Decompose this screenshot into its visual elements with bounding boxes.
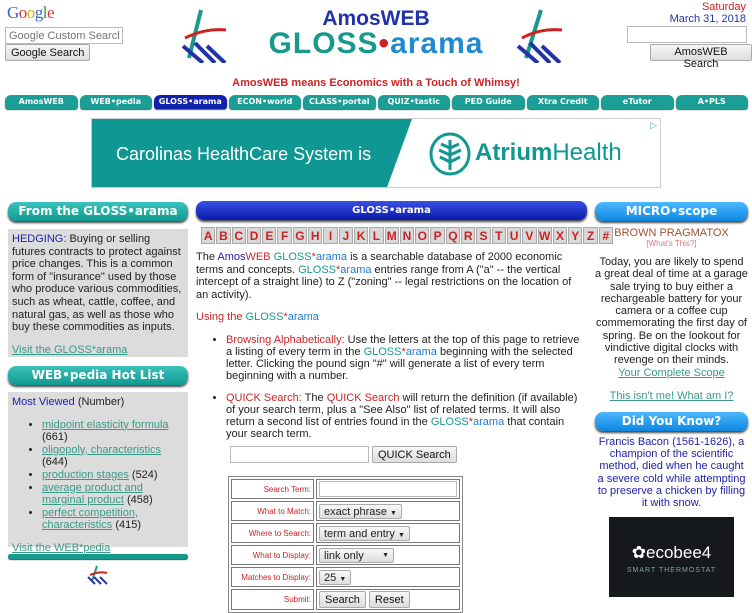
atrium-tree-icon bbox=[429, 132, 471, 176]
matches-to-display-label: Matches to Display: bbox=[231, 567, 314, 587]
logo-arama: arama bbox=[390, 27, 484, 60]
where-to-search-select[interactable]: term and entry ▼ bbox=[319, 526, 410, 541]
list-item bbox=[42, 507, 184, 532]
dropdown-arrow-icon: ▼ bbox=[382, 551, 389, 559]
letter-g[interactable]: G bbox=[293, 227, 307, 244]
logo-dot: • bbox=[378, 27, 391, 60]
term-name: HEDGING: bbox=[12, 233, 67, 245]
letter-l[interactable]: L bbox=[369, 227, 383, 244]
site-search-input[interactable] bbox=[627, 26, 747, 43]
hot-item-link[interactable]: oligopoly, characteristics bbox=[42, 443, 162, 456]
ecobee-sub: SMART THERMOSTAT bbox=[626, 567, 717, 575]
nav-ped-guide[interactable]: PED Guide bbox=[452, 95, 525, 109]
amosweb-small-logo-icon bbox=[87, 565, 109, 585]
nav-amosweb[interactable]: AmosWEB bbox=[5, 95, 78, 109]
submit-label: Submit: bbox=[231, 589, 314, 610]
quick-item: • QUICK Search: The QUICK Search will return the definition (if available) of your search term, plus a "See Also" list of related terms. It will also return a second list of entries found in the GLOSS*arama that contain your search term. bbox=[226, 392, 586, 440]
letter-x[interactable]: X bbox=[553, 227, 567, 244]
letter-c[interactable]: C bbox=[232, 227, 246, 244]
search-button[interactable]: Search bbox=[319, 591, 366, 608]
what-to-display-select[interactable]: link only ▼ bbox=[319, 548, 394, 563]
visit-webpedia-link[interactable]: Visit the WEB*pedia bbox=[12, 541, 111, 554]
nav-webpedia[interactable]: WEB•pedia bbox=[80, 95, 153, 109]
day-label: Saturday bbox=[701, 1, 746, 13]
main-nav bbox=[5, 95, 748, 109]
search-term-label: Search Term: bbox=[231, 479, 314, 499]
google-logo: Google bbox=[7, 3, 55, 22]
ecobee-brand: ✿ecobee4 bbox=[631, 543, 712, 563]
logo-gloss: GLOSS bbox=[268, 27, 379, 60]
number-label: (Number) bbox=[74, 396, 125, 408]
visit-gloss-link[interactable]: Visit the GLOSS*arama bbox=[12, 343, 128, 356]
nav-quiztastic[interactable]: QUIZ•tastic bbox=[378, 95, 451, 109]
advanced-search-form bbox=[228, 476, 463, 613]
where-to-search-label: Where to Search: bbox=[231, 523, 314, 543]
adchoices-icon[interactable]: ▷ bbox=[650, 120, 657, 130]
did-you-know-text: Francis Bacon (1561-1626), a champion of the scientific method, died when he caught a severe cold while attempting to preserve a chicken by filling it with snow. bbox=[597, 435, 746, 510]
letter-u[interactable]: U bbox=[507, 227, 521, 244]
tagline: AmosWEB means Economics with a Touch of Whimsy! bbox=[232, 77, 520, 89]
letter-k[interactable]: K bbox=[354, 227, 368, 244]
what-to-match-label: What to Match: bbox=[231, 501, 314, 521]
list-item bbox=[42, 444, 184, 469]
search-term-input[interactable] bbox=[319, 481, 457, 497]
did-you-know-header: Did You Know? bbox=[595, 412, 748, 431]
complete-scope-link[interactable]: Your Complete Scope bbox=[618, 366, 725, 379]
hotlist-header: WEB•pedia Hot List bbox=[8, 366, 188, 385]
dropdown-arrow-icon: ▼ bbox=[390, 509, 397, 517]
left-divider bbox=[8, 554, 188, 559]
letter-s[interactable]: S bbox=[476, 227, 490, 244]
intro-paragraph: The AmosWEB GLOSS*arama is a searchable database of 2000 economic terms and concepts. GLOSS*arama entries range from A ("a" -- the vertical intercept of a straight line) to Z ("zoning" -- legal restrictions on the location of an activity). bbox=[196, 251, 572, 301]
atrium-health-ad[interactable] bbox=[91, 118, 661, 188]
letter-n[interactable]: N bbox=[400, 227, 414, 244]
letter-j[interactable]: J bbox=[339, 227, 353, 244]
browse-item: • Browsing Alphabetically: Use the letters at the top of this page to retrieve a listing of every term in the GLOSS*arama beginning with the selected letter. Clicking the pound sign "#" will generate a list of every term beginning with a number. bbox=[226, 334, 586, 382]
nav-glossarama[interactable]: GLOSS•arama bbox=[154, 95, 227, 109]
ad-brand: AtriumHealth bbox=[475, 139, 622, 166]
letter-m[interactable]: M bbox=[385, 227, 399, 244]
nav-econworld[interactable]: ECON•world bbox=[229, 95, 302, 109]
logo-amosweb: AmosWEB bbox=[322, 7, 430, 30]
nav-classportal[interactable]: CLASS•portal bbox=[303, 95, 376, 109]
what-to-match-select[interactable]: exact phrase ▼ bbox=[319, 504, 402, 519]
google-search-button[interactable]: Google Search bbox=[5, 44, 90, 61]
hot-item-link[interactable]: production stages bbox=[42, 468, 129, 481]
letter-v[interactable]: V bbox=[522, 227, 536, 244]
hot-item-count: (524) bbox=[131, 468, 158, 481]
hot-item-link[interactable]: perfect competition, characteristics bbox=[42, 506, 138, 532]
list-item bbox=[42, 419, 184, 444]
hot-item-count: (644) bbox=[42, 456, 68, 469]
glossarama-header: GLOSS•arama bbox=[196, 201, 587, 220]
ecobee-ad[interactable] bbox=[609, 517, 734, 597]
matches-to-display-select[interactable]: 25 ▼ bbox=[319, 570, 351, 585]
letter-d[interactable]: D bbox=[247, 227, 261, 244]
letter-f[interactable]: F bbox=[277, 227, 291, 244]
amosweb-search-button[interactable]: AmosWEB Search bbox=[650, 44, 752, 61]
dropdown-arrow-icon: ▼ bbox=[397, 531, 405, 539]
letter-y[interactable]: Y bbox=[568, 227, 582, 244]
scope-sign: BROWN PRAGMATOX bbox=[614, 227, 729, 239]
list-item bbox=[42, 482, 184, 507]
hot-item-count: (661) bbox=[42, 431, 68, 444]
hot-item-count: (458) bbox=[127, 494, 153, 507]
gloss-term-box bbox=[8, 229, 188, 357]
letter-w[interactable]: W bbox=[539, 229, 551, 243]
nav-xtra-credit[interactable]: Xtra Credit bbox=[527, 95, 600, 109]
gloss-header: From the GLOSS•arama bbox=[8, 202, 188, 221]
glossarama-intro bbox=[196, 251, 586, 440]
hotlist-box bbox=[8, 392, 188, 554]
nav-etutor[interactable]: eTutor bbox=[601, 95, 674, 109]
using-heading: Using the GLOSS*arama bbox=[196, 311, 319, 324]
letter-r[interactable]: R bbox=[461, 227, 475, 244]
horoscope-text: Today, you are likely to spend a great deal of time at a garage sale trying to buy either a rechargeable battery for your camera or a coffee cup commemorating the first day of spring. Be on the lookout for vindictive digital clocks with revenge on their minds. bbox=[595, 256, 748, 367]
letter-h[interactable]: H bbox=[308, 227, 322, 244]
reset-button[interactable]: Reset bbox=[369, 591, 410, 608]
letter-p[interactable]: P bbox=[430, 227, 444, 244]
hot-item-link[interactable]: average product and marginal product bbox=[42, 481, 143, 507]
what-to-display-label: What to Display: bbox=[231, 545, 314, 565]
not-me-link[interactable]: This isn't me! What am I? bbox=[609, 389, 734, 402]
letter-e[interactable]: E bbox=[262, 227, 276, 244]
letter-b[interactable]: B bbox=[216, 227, 230, 244]
dropdown-arrow-icon: ▼ bbox=[339, 575, 347, 583]
letter-pound[interactable]: # bbox=[599, 227, 613, 244]
date-label: March 31, 2018 bbox=[669, 13, 746, 25]
letter-o[interactable]: O bbox=[415, 227, 429, 244]
hot-item-count: (415) bbox=[115, 519, 142, 532]
ad-left-text: Carolinas HealthCare System is bbox=[116, 144, 372, 164]
most-viewed-label: Most Viewed bbox=[12, 396, 75, 408]
letter-i[interactable]: I bbox=[323, 227, 337, 244]
letter-t[interactable]: T bbox=[492, 227, 506, 244]
list-item bbox=[42, 469, 184, 482]
term-definition: Buying or selling futures contracts to protect against price changes. This is a common form of "insurance" used by those who produce various commodities, such as wheat, cattle, coffee, and natural gas, as well as those who buy these commodities as inputs. bbox=[12, 233, 182, 334]
quick-search-input[interactable] bbox=[230, 446, 369, 463]
nav-apls[interactable]: A•PLS bbox=[676, 95, 749, 109]
letter-a[interactable]: A bbox=[201, 227, 215, 244]
hot-item-link[interactable]: midpoint elasticity formula bbox=[42, 418, 169, 431]
letter-index bbox=[201, 227, 613, 244]
quick-search-button[interactable]: QUICK Search bbox=[372, 446, 457, 463]
hotlist bbox=[12, 419, 184, 532]
microscope-header: MICRO•scope bbox=[595, 202, 748, 221]
letter-q[interactable]: Q bbox=[446, 227, 460, 244]
whats-this-link[interactable]: [What's This?] bbox=[646, 239, 697, 248]
letter-z[interactable]: Z bbox=[583, 227, 597, 244]
